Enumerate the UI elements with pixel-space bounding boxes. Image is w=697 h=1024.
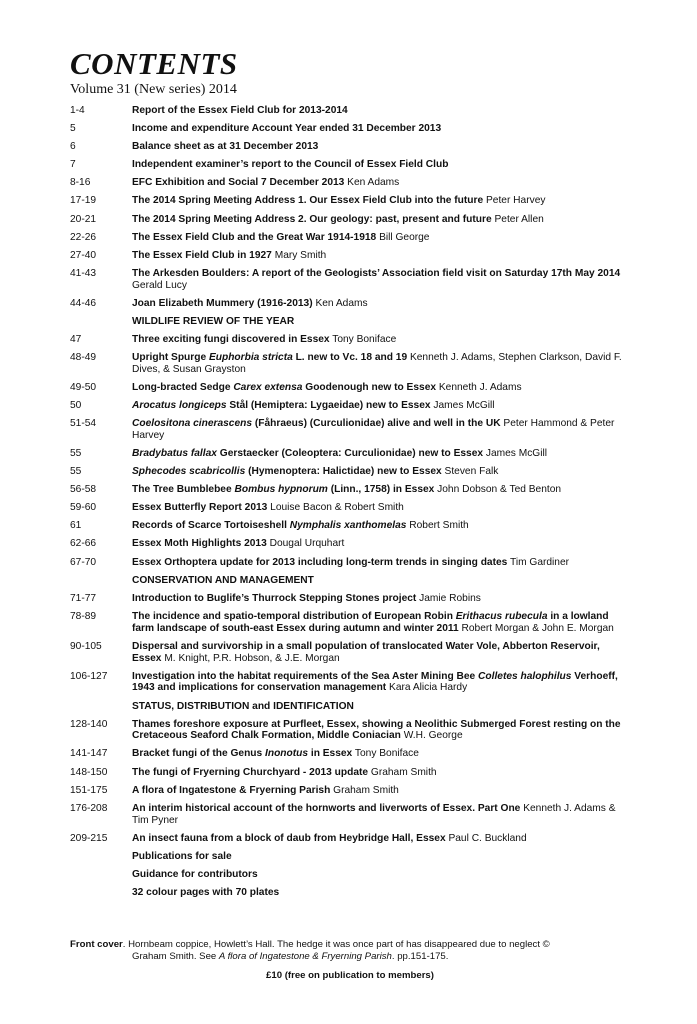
toc-page-range: 176-208 (70, 802, 108, 814)
toc-author: Robert Smith (409, 520, 469, 532)
toc-row (70, 177, 630, 189)
toc-title-species: Sphecodes scabricollis (132, 466, 246, 478)
toc-row (70, 382, 630, 394)
toc-title: Essex Moth Highlights 2013 (132, 538, 267, 550)
toc-entry (132, 502, 630, 514)
toc-row (70, 520, 630, 532)
toc-page-range: 62-66 (70, 538, 97, 550)
toc-entry (132, 466, 630, 478)
toc-row (70, 538, 630, 550)
toc-title: The 2014 Spring Meeting Address 1. Our Essex Field Club into the future (132, 195, 484, 207)
toc-row (70, 448, 630, 460)
toc-row (70, 352, 630, 376)
toc-page-range: 141-147 (70, 748, 108, 760)
toc-page-range: 41-43 (70, 267, 97, 279)
toc-title-species: Coelositona cinerascens (132, 418, 253, 430)
toc-author: Graham Smith (370, 766, 437, 778)
toc-author: Tony Boniface (354, 748, 419, 760)
toc-page-range: 61 (70, 520, 82, 532)
toc-entry (132, 232, 630, 244)
toc-entry (132, 105, 630, 117)
toc-row (70, 785, 630, 797)
toc-page-range: 51-54 (70, 418, 97, 430)
toc-title-species: Bombus hypnorum (234, 484, 328, 496)
toc-row (70, 671, 630, 695)
toc-entry (132, 316, 630, 328)
toc-title-text: Verhoeff, 1943 and implications for conservation management (132, 670, 618, 694)
toc-row (70, 316, 630, 328)
toc-entry (132, 719, 630, 743)
toc-author: Peter Hammond & Peter Harvey (132, 418, 615, 441)
toc-page-range: 44-46 (70, 297, 97, 309)
toc-author: Steven Falk (444, 466, 499, 478)
toc-title: The Essex Field Club and the Great War 1914-1918 (132, 231, 377, 243)
toc-row (70, 214, 630, 226)
toc-title-text: Bracket fungi of the Genus (132, 748, 266, 760)
toc-author: Paul C. Buckland (448, 832, 527, 844)
toc-entry (132, 195, 630, 207)
toc-title-species: Bradybatus fallax (132, 447, 217, 459)
toc-page-range: 78-89 (70, 610, 97, 622)
toc-entry (132, 520, 630, 532)
toc-entry (132, 851, 630, 863)
toc-title: Independent examiner’s report to the Council of Essex Field Club (132, 159, 449, 171)
toc-entry (132, 575, 630, 587)
toc-page-range: 27-40 (70, 249, 97, 261)
toc-row (70, 400, 630, 412)
toc-title: Report of the Essex Field Club for 2013-2014 (132, 105, 348, 116)
toc-entry (132, 869, 630, 881)
toc-title: Essex Butterfly Report 2013 (132, 502, 268, 514)
toc-title-species: Erithacus rubecula (455, 610, 548, 622)
toc-page-range: 106-127 (70, 670, 108, 682)
toc-title: WILDLIFE REVIEW OF THE YEAR (132, 315, 295, 327)
toc-title-text: Stål (Hemiptera: Lygaeidae) new to Essex (226, 400, 431, 411)
toc-title-text: Upright Spurge (132, 352, 209, 364)
front-cover-caption (70, 939, 630, 962)
toc-title: 32 colour pages with 70 plates (132, 886, 280, 898)
toc-title (132, 520, 406, 531)
toc-page-range: 128-140 (70, 718, 108, 730)
toc-title: Thames foreshore exposure at Purfleet, Essex, showing a Neolithic Submerged Forest resting on the Cretaceous Seaford Chalk Formation, Middle Coniacian (132, 718, 621, 742)
toc-title-species: Nymphalis xanthomelas (289, 520, 407, 532)
toc-entry (132, 298, 630, 310)
toc-entry (132, 400, 630, 412)
toc-row (70, 767, 630, 779)
toc-entry (132, 448, 630, 460)
toc-page-range: 8-16 (70, 177, 91, 189)
front-cover-pages: . pp.151-175. (391, 950, 449, 962)
toc-entry (132, 671, 630, 695)
toc-entry (132, 538, 630, 550)
toc-entry (132, 382, 630, 394)
toc-entry (132, 141, 630, 153)
toc-page-range: 22-26 (70, 231, 97, 243)
toc-author: Peter Harvey (486, 195, 546, 207)
toc-entry (132, 334, 630, 346)
toc-title (132, 484, 434, 495)
toc-title (132, 352, 407, 363)
toc-title: The fungi of Fryerning Churchyard - 2013 update (132, 766, 369, 778)
toc-title (132, 748, 352, 759)
toc-title (132, 671, 618, 694)
toc-entry (132, 268, 630, 292)
toc-title: CONSERVATION AND MANAGEMENT (132, 574, 314, 586)
toc-page-range: 55 (70, 466, 82, 478)
toc-title-text: in Essex (308, 748, 353, 760)
toc-author: Jamie Robins (419, 592, 481, 604)
toc-row (70, 803, 630, 827)
toc-author: Mary Smith (274, 249, 327, 261)
toc-row (70, 268, 630, 292)
toc-title: Joan Elizabeth Mummery (1916-2013) (132, 297, 313, 309)
toc-entry (132, 611, 630, 635)
toc-title: Income and expenditure Account Year ended 31 December 2013 (132, 123, 442, 135)
toc-row (70, 141, 630, 153)
toc-entry (132, 803, 630, 827)
front-cover-text: . Hornbeam coppice, Howlett’s Hall. The hedge it was once part of has disappeared due to neglect © (122, 939, 550, 950)
toc-author: James McGill (485, 447, 548, 459)
toc-entry (132, 123, 630, 135)
toc-author: Gerald Lucy (132, 279, 187, 291)
volume-subtitle: Volume 31 (New series) 2014 (70, 82, 237, 97)
toc-entry (132, 785, 630, 797)
toc-row (70, 887, 630, 899)
toc-entry (132, 484, 630, 496)
toc-title-text: Long-bracted Sedge (132, 381, 234, 393)
table-of-contents (70, 105, 630, 905)
toc-page-range: 7 (70, 159, 76, 171)
toc-page-range: 67-70 (70, 556, 97, 568)
toc-author: Ken Adams (315, 297, 368, 309)
toc-row (70, 159, 630, 171)
toc-author: M. Knight, P.R. Hobson, & J.E. Morgan (164, 652, 340, 664)
toc-entry (132, 214, 630, 226)
toc-page-range: 55 (70, 447, 82, 459)
toc-author: Peter Allen (494, 213, 544, 225)
toc-page-range: 151-175 (70, 784, 108, 796)
toc-page-range: 71-77 (70, 592, 97, 604)
toc-row (70, 232, 630, 244)
toc-author: Tony Boniface (332, 333, 397, 345)
toc-page-range: 209-215 (70, 832, 108, 844)
toc-row (70, 484, 630, 496)
toc-title: Essex Orthoptera update for 2013 including long-term trends in singing dates (132, 556, 508, 568)
toc-author: Tim Gardiner (509, 556, 570, 568)
toc-title: Balance sheet as at 31 December 2013 (132, 141, 319, 153)
toc-row (70, 869, 630, 881)
toc-title (132, 400, 431, 411)
toc-author: Kara Alicia Hardy (389, 682, 468, 694)
toc-page-range: 49-50 (70, 381, 97, 393)
toc-entry (132, 641, 630, 665)
toc-title-species: Euphorbia stricta (208, 352, 293, 364)
toc-page-range: 56-58 (70, 484, 97, 496)
toc-row (70, 611, 630, 635)
toc-title: The 2014 Spring Meeting Address 2. Our geology: past, present and future (132, 213, 492, 225)
toc-title: Introduction to Buglife’s Thurrock Stepping Stones project (132, 592, 417, 604)
toc-author: Kenneth J. Adams & Tim Pyner (132, 802, 616, 826)
toc-row (70, 641, 630, 665)
toc-title: EFC Exhibition and Social 7 December 2013 (132, 177, 345, 189)
page-title: CONTENTS (70, 46, 238, 81)
toc-author: Bill George (379, 231, 430, 243)
toc-row (70, 701, 630, 713)
toc-title-species: Inonotus (265, 748, 309, 760)
toc-row (70, 418, 630, 442)
toc-title-text: (Fåhraeus) (Curculionidae) alive and well in the UK (252, 418, 501, 430)
toc-title-text: Records of Scarce Tortoiseshell (132, 520, 290, 532)
toc-title: The Essex Field Club in 1927 (132, 249, 272, 261)
toc-page-range: 59-60 (70, 502, 97, 514)
toc-row (70, 593, 630, 605)
toc-entry (132, 701, 630, 713)
toc-entry (132, 748, 630, 760)
toc-page-range: 148-150 (70, 766, 108, 778)
toc-row (70, 334, 630, 346)
toc-title-text: (Hymenoptera: Halictidae) new to Essex (245, 466, 442, 478)
toc-page-range: 90-105 (70, 640, 102, 652)
price-note: £10 (free on publication to members) (266, 970, 434, 981)
toc-page-range: 17-19 (70, 195, 97, 207)
toc-title-species: Carex extensa (233, 381, 303, 393)
toc-row (70, 575, 630, 587)
toc-entry (132, 557, 630, 569)
toc-entry (132, 593, 630, 605)
toc-title-text: in a lowland farm landscape of south-east Essex during autumn and winter 2011 (132, 610, 609, 634)
toc-author: Robert Morgan & John E. Morgan (461, 622, 614, 634)
toc-entry (132, 159, 630, 171)
toc-entry (132, 352, 630, 376)
toc-row (70, 833, 630, 845)
toc-entry (132, 250, 630, 262)
toc-title: A flora of Ingatestone & Fryerning Parish (132, 784, 331, 796)
toc-title (132, 382, 436, 393)
toc-row (70, 123, 630, 135)
toc-entry (132, 833, 630, 845)
toc-entry (132, 177, 630, 189)
toc-title (132, 448, 483, 459)
toc-page-range: 20-21 (70, 213, 97, 225)
toc-title-text: L. new to Vc. 18 and 19 (292, 352, 408, 364)
front-cover-italic-title: A flora of Ingatestone & Fryerning Parish (218, 950, 392, 962)
toc-author: Graham Smith (333, 784, 399, 796)
toc-title-text: Investigation into the habitat requirements of the Sea Aster Mining Bee (132, 670, 479, 682)
toc-author: James McGill (433, 400, 495, 411)
toc-title-text: Goodenough new to Essex (302, 381, 437, 393)
toc-author: Kenneth J. Adams, Stephen Clarkson, David F. Dives, & Susan Grayston (132, 352, 622, 375)
toc-title: The Arkesden Boulders: A report of the Geologists’ Association field visit on Saturday 17th May 2014 (132, 267, 621, 279)
toc-title (132, 418, 501, 429)
toc-row (70, 557, 630, 569)
toc-page-range: 5 (70, 123, 76, 135)
toc-title: Guidance for contributors (132, 868, 258, 880)
toc-title-species: Arocatus longiceps (132, 400, 227, 411)
toc-entry (132, 767, 630, 779)
toc-row (70, 195, 630, 207)
front-cover-label: Front cover (70, 939, 123, 950)
toc-title: An interim historical account of the hornworts and liverworts of Essex. Part One (132, 802, 521, 814)
toc-title-text: (Linn., 1758) in Essex (327, 484, 435, 496)
toc-row (70, 466, 630, 478)
toc-row (70, 105, 630, 117)
toc-title-species: Colletes halophilus (478, 670, 572, 682)
toc-title-text: Gerstaecker (Coleoptera: Curculionidae) new to Essex (216, 447, 484, 459)
toc-author: John Dobson & Ted Benton (437, 484, 562, 496)
toc-page-range: 48-49 (70, 352, 97, 364)
toc-title: Publications for sale (132, 850, 232, 862)
toc-author: W.H. George (403, 730, 463, 742)
toc-author: Louise Bacon & Robert Smith (270, 502, 404, 514)
toc-row (70, 719, 630, 743)
toc-title: Dispersal and survivorship in a small population of translocated Water Vole, Abberton Reservoir, Essex (132, 640, 600, 664)
toc-page-range: 1-4 (70, 105, 85, 116)
toc-row (70, 298, 630, 310)
toc-title: Three exciting fungi discovered in Essex (132, 333, 330, 345)
toc-row (70, 748, 630, 760)
toc-row (70, 851, 630, 863)
toc-author: Kenneth J. Adams (438, 381, 522, 393)
toc-title-text: The Tree Bumblebee (132, 484, 235, 496)
toc-row (70, 250, 630, 262)
toc-page-range: 47 (70, 333, 82, 345)
toc-title-text: The incidence and spatio-temporal distribution of European Robin (132, 610, 456, 622)
toc-title (132, 466, 442, 477)
toc-entry (132, 418, 630, 442)
toc-author: Dougal Urquhart (269, 538, 345, 550)
front-cover-text-cont: Graham Smith. See (132, 950, 219, 962)
toc-entry (132, 887, 630, 899)
toc-title: STATUS, DISTRIBUTION and IDENTIFICATION (132, 700, 354, 712)
toc-title: An insect fauna from a block of daub from Heybridge Hall, Essex (132, 832, 446, 844)
toc-row (70, 502, 630, 514)
toc-page-range: 6 (70, 141, 76, 153)
toc-page-range: 50 (70, 400, 82, 411)
toc-author: Ken Adams (347, 177, 400, 189)
